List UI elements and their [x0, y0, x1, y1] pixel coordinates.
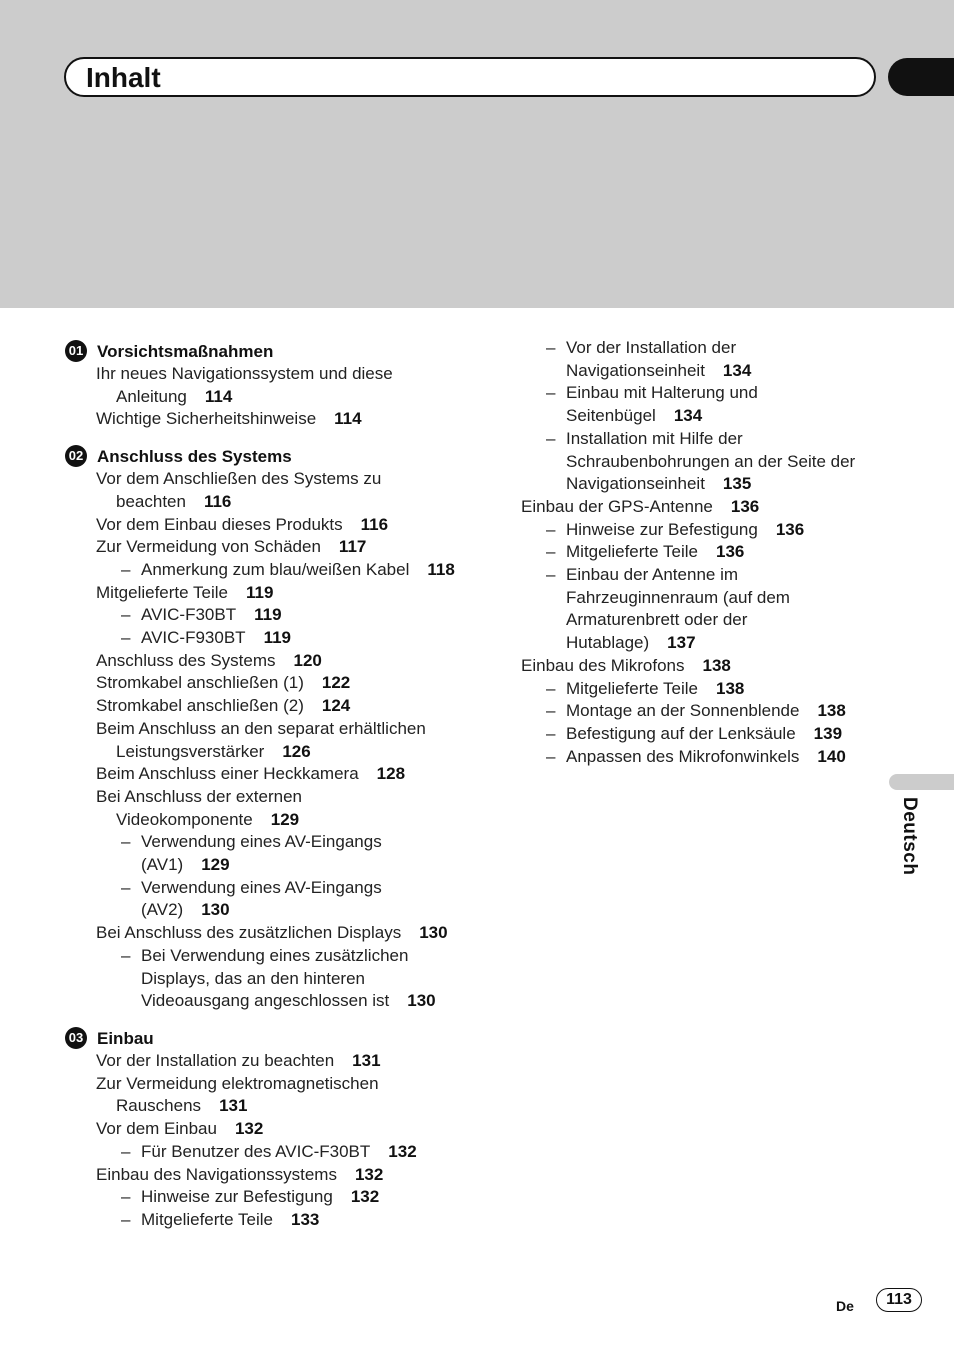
toc-entry-text: Einbau mit Halterung und Seitenbügel — [566, 383, 758, 426]
toc-entry[interactable] — [521, 564, 881, 655]
toc-page-number: 120 — [293, 650, 322, 670]
toc-page-number: 114 — [334, 409, 362, 429]
dash-bullet-icon: – — [546, 519, 556, 539]
toc-entry[interactable] — [521, 428, 881, 496]
toc-page-number: 134 — [673, 406, 703, 426]
toc-entry-text: Einbau des Mikrofons — [521, 655, 685, 675]
dash-bullet-icon: – — [121, 628, 131, 648]
toc-entry-text: Zur Vermeidung elektromagnetischen Rauschens — [96, 1073, 379, 1116]
toc-entry-text: Verwendung eines AV-Eingangs (AV1) — [141, 832, 382, 875]
toc-entry-text: Einbau der GPS-Antenne — [521, 496, 713, 516]
toc-entry[interactable] — [64, 559, 464, 582]
toc-entry-text: Anmerkung zum blau/weißen Kabel — [141, 559, 410, 579]
toc-page-number: 114 — [204, 386, 233, 406]
toc-page-number: 138 — [715, 678, 745, 698]
header-edge-tab — [888, 58, 954, 96]
toc-chapter — [64, 340, 464, 431]
dash-bullet-icon: – — [121, 945, 131, 965]
dash-bullet-icon: – — [546, 701, 556, 721]
toc-entry-text: Stromkabel anschließen (2) — [96, 696, 304, 716]
toc-entry[interactable] — [521, 541, 881, 564]
dash-bullet-icon: – — [546, 338, 556, 357]
toc-entry[interactable] — [64, 672, 464, 695]
toc-page-number: 122 — [321, 673, 351, 693]
toc-page-number: 130 — [407, 991, 436, 1011]
toc-entry[interactable] — [64, 582, 464, 605]
toc-page-number: 119 — [245, 582, 274, 602]
chapter-number-badge: 02 — [65, 445, 87, 467]
toc-entry[interactable] — [64, 536, 464, 559]
toc-entry[interactable] — [64, 922, 464, 945]
toc-entry[interactable] — [64, 1164, 464, 1187]
toc-entry[interactable] — [521, 746, 881, 769]
toc-entry-text: Zur Vermeidung von Schäden — [96, 537, 321, 557]
toc-page-number: 133 — [290, 1209, 320, 1229]
toc-entry[interactable] — [521, 519, 881, 542]
toc-entry-text: Montage an der Sonnenblende — [566, 701, 800, 721]
toc-page-number: 138 — [817, 701, 846, 721]
toc-left-column — [64, 340, 464, 1246]
toc-entry-text: Bei Verwendung eines zusätzlichen Displays, das an den hinteren Videoausgang angeschlossen ist — [141, 945, 409, 1011]
toc-entry-text: Ihr neues Navigationssystem und diese Anleitung — [96, 364, 393, 406]
toc-entry[interactable] — [64, 695, 464, 718]
toc-entry-text: Vor dem Einbau dieses Produkts — [96, 514, 343, 534]
toc-entry[interactable] — [521, 496, 881, 519]
toc-page-number: 140 — [817, 746, 846, 766]
toc-entry[interactable] — [64, 1186, 464, 1209]
toc-page-number: 129 — [201, 855, 230, 875]
dash-bullet-icon: – — [121, 1187, 131, 1207]
dash-bullet-icon: – — [546, 428, 556, 448]
toc-entry[interactable] — [64, 514, 464, 537]
toc-page-number: 137 — [667, 633, 696, 653]
toc-page-number: 132 — [354, 1164, 384, 1184]
toc-entry[interactable] — [64, 650, 464, 673]
toc-entry[interactable] — [64, 408, 464, 431]
toc-entry[interactable] — [64, 627, 464, 650]
toc-page-number: 129 — [270, 809, 300, 829]
toc-entry-text: Mitgelieferte Teile — [141, 1209, 273, 1229]
toc-entry-text: Einbau des Navigationssystems — [96, 1164, 337, 1184]
toc-page-number: 132 — [388, 1141, 417, 1161]
toc-entry-text: Wichtige Sicherheitshinweise — [96, 409, 317, 429]
toc-entry-text: Mitgelieferte Teile — [96, 582, 228, 602]
toc-entry-text: Befestigung auf der Lenksäule — [566, 723, 796, 743]
toc-entry-text: Vor der Installation der Navigationseinheit — [566, 338, 737, 380]
toc-page-number: 138 — [702, 655, 731, 675]
toc-entry-text: Verwendung eines AV-Eingangs (AV2) — [141, 877, 382, 920]
dash-bullet-icon: – — [121, 1209, 131, 1229]
toc-entry[interactable] — [64, 831, 464, 876]
chapter-heading[interactable] — [64, 340, 464, 363]
chapter-heading[interactable] — [64, 445, 464, 468]
toc-entry-text: Beim Anschluss einer Heckkamera — [96, 764, 359, 784]
dash-bullet-icon: – — [546, 723, 556, 743]
footer-page-number: 113 — [876, 1288, 922, 1312]
toc-entry-text: Vor dem Anschließen des Systems zu beachten — [96, 469, 382, 511]
toc-entry-text: Vor der Installation zu beachten — [96, 1050, 335, 1070]
toc-entry-text: AVIC-F30BT — [141, 605, 237, 625]
title-frame — [64, 57, 876, 97]
toc-entry-text: Hinweise zur Befestigung — [566, 519, 758, 539]
toc-entry-text: Für Benutzer des AVIC-F30BT — [141, 1141, 371, 1161]
toc-page-number: 132 — [350, 1187, 380, 1207]
toc-entry[interactable] — [64, 718, 464, 763]
toc-page-number: 132 — [234, 1119, 264, 1139]
chapter-title: Einbau — [97, 1028, 154, 1048]
toc-entry-text: Anschluss des Systems — [96, 650, 276, 670]
toc-entry-text: Hinweise zur Befestigung — [141, 1187, 333, 1207]
toc-entry[interactable] — [64, 786, 464, 831]
toc-entry[interactable] — [64, 877, 464, 922]
dash-bullet-icon: – — [546, 383, 556, 403]
toc-entry[interactable] — [64, 763, 464, 786]
chapter-title: Vorsichtsmaßnahmen — [97, 342, 274, 361]
footer-language-code: De — [836, 1298, 854, 1314]
toc-page-number: 134 — [722, 360, 752, 380]
dash-bullet-icon: – — [546, 542, 556, 562]
toc-entry-text: Vor dem Einbau — [96, 1119, 217, 1139]
dash-bullet-icon: – — [121, 832, 131, 852]
toc-page-number: 119 — [263, 628, 291, 648]
toc-entry-text: Bei Anschluss des zusätzlichen Displays — [96, 923, 402, 943]
toc-entry[interactable] — [521, 678, 881, 701]
toc-page-number: 135 — [722, 474, 752, 494]
dash-bullet-icon: – — [121, 605, 131, 625]
toc-entry[interactable] — [64, 468, 464, 513]
toc-entry-text: Installation mit Hilfe der Schraubenbohrungen an der Seite der Navigationseinheit — [566, 428, 856, 494]
toc-entry-text: Stromkabel anschließen (1) — [96, 673, 304, 693]
toc-entry[interactable] — [64, 1118, 464, 1141]
dash-bullet-icon: – — [546, 746, 556, 766]
dash-bullet-icon: – — [121, 877, 131, 897]
toc-entry[interactable] — [64, 1209, 464, 1232]
toc-entry[interactable] — [521, 337, 881, 382]
toc-entry-text: Bei Anschluss der externen Videokomponente — [96, 786, 303, 829]
language-tab-marker — [889, 774, 954, 790]
toc-page-number: 130 — [419, 923, 448, 943]
toc-entry[interactable] — [64, 604, 464, 627]
toc-page-number: 116 — [203, 491, 232, 511]
chapter-heading[interactable] — [64, 1027, 464, 1050]
toc-page-number: 136 — [715, 542, 745, 562]
toc-page-number: 139 — [813, 723, 843, 743]
toc-page-number: 136 — [775, 519, 805, 539]
toc-page-number: 126 — [282, 741, 311, 761]
dash-bullet-icon: – — [546, 565, 556, 585]
toc-page-number: 131 — [219, 1096, 248, 1116]
dash-bullet-icon: – — [546, 678, 556, 698]
toc-chapter — [64, 445, 464, 1013]
toc-entry[interactable] — [521, 655, 881, 678]
toc-chapter — [64, 1027, 464, 1232]
toc-page-number: 118 — [427, 559, 455, 579]
toc-entry-text: Einbau der Antenne im Fahrzeuginnenraum (auf dem Armaturenbrett oder der Hutablage) — [566, 565, 790, 653]
toc-entry[interactable] — [64, 1141, 464, 1164]
toc-page-number: 116 — [360, 514, 389, 534]
dash-bullet-icon: – — [121, 559, 131, 579]
page-title: Inhalt — [86, 62, 161, 93]
dash-bullet-icon: – — [121, 1141, 131, 1161]
toc-right-column — [521, 337, 881, 768]
toc-entry[interactable] — [521, 700, 881, 723]
toc-page-number: 128 — [376, 764, 406, 784]
toc-entry[interactable] — [64, 945, 464, 1013]
toc-entry[interactable] — [64, 363, 464, 408]
toc-page-number: 124 — [321, 696, 351, 716]
language-tab-label: Deutsch — [899, 797, 920, 876]
toc-entry-text: Beim Anschluss an den separat erhältlichen Leistungsverstärker — [96, 718, 426, 761]
toc-entry-text: Mitgelieferte Teile — [566, 542, 698, 562]
toc-entry[interactable] — [64, 1073, 464, 1118]
chapter-number-badge: 03 — [65, 1027, 87, 1049]
chapter-title: Anschluss des Systems — [97, 447, 292, 467]
header-band — [0, 0, 954, 308]
toc-entry-text: AVIC-F930BT — [141, 628, 246, 648]
toc-entry-text: Mitgelieferte Teile — [566, 678, 698, 698]
toc-entry[interactable] — [521, 723, 881, 746]
toc-page-number: 131 — [352, 1050, 381, 1070]
toc-entry[interactable] — [64, 1050, 464, 1073]
toc-entry[interactable] — [521, 382, 881, 427]
chapter-number-badge: 01 — [65, 340, 87, 362]
toc-page-number: 117 — [338, 537, 367, 557]
toc-page-number: 119 — [254, 605, 282, 625]
toc-page-number: 136 — [730, 496, 760, 516]
toc-page-number: 130 — [201, 900, 230, 920]
toc-entry-text: Anpassen des Mikrofonwinkels — [566, 746, 800, 766]
